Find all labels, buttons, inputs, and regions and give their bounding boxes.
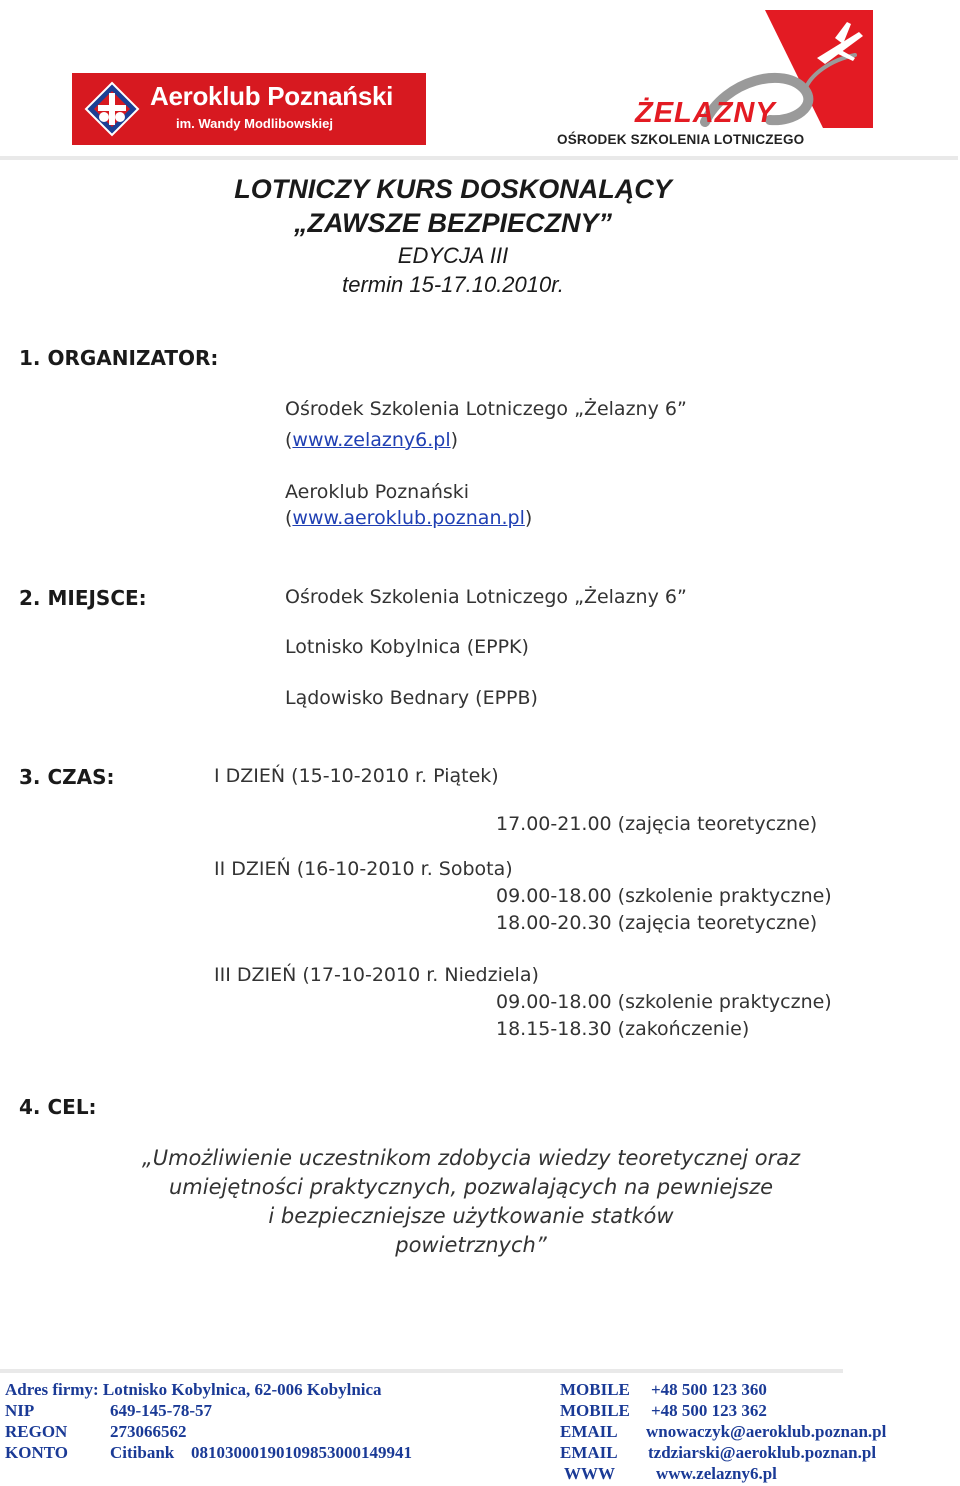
footer-regon-label: REGON: [5, 1422, 68, 1441]
day-3-label: III DZIEŃ (17-10-2010 r. Niedziela): [214, 964, 539, 986]
footer-account-number: 08103000190109853000149941: [191, 1443, 412, 1462]
aeroklub-logo-name: Aeroklub Poznański: [150, 81, 394, 111]
day-2-session: 18.00-20.30 (zajęcia teoretyczne): [496, 912, 818, 934]
footer-konto-label: KONTO: [5, 1443, 68, 1462]
footer-divider: [0, 1369, 843, 1373]
footer-email-label: EMAIL: [560, 1443, 618, 1462]
place-line: Lądowisko Bednary (EPPB): [285, 687, 538, 709]
aeroklub-poznanski-logo: [72, 73, 426, 145]
day-3-session: 18.15-18.30 (zakończenie): [496, 1018, 750, 1040]
aeroklub-logo-subtitle: im. Wandy Modlibowskiej: [176, 116, 333, 131]
footer-bank: Citibank: [110, 1443, 175, 1462]
footer-regon: 273066562: [110, 1422, 187, 1441]
footer-nip-label: NIP: [5, 1401, 35, 1420]
course-title: LOTNICZY KURS DOSKONALĄCY: [234, 174, 672, 204]
goal-text-line: i bezpieczniejsze użytkowanie statków: [268, 1204, 674, 1228]
day-1-label: I DZIEŃ (15-10-2010 r. Piątek): [214, 765, 499, 787]
day-2-label: II DZIEŃ (16-10-2010 r. Sobota): [214, 858, 513, 880]
day-2-session: 09.00-18.00 (szkolenie praktyczne): [496, 885, 832, 907]
organizer-2-name: Aeroklub Poznański: [285, 481, 470, 503]
zelazny-website-link[interactable]: www.zelazny6.pl: [292, 429, 451, 451]
zelazny-tagline: OŚRODEK SZKOLENIA LOTNICZEGO: [557, 132, 805, 147]
footer-email-label: EMAIL: [560, 1422, 618, 1441]
footer-email-2[interactable]: tzdziarski@aeroklub.poznan.pl: [648, 1443, 877, 1462]
aeroklub-badge-icon: [84, 81, 140, 137]
zelazny-logo: [555, 10, 873, 150]
day-3-session: 09.00-18.00 (szkolenie praktyczne): [496, 991, 832, 1013]
organizer-1-link-line: (www.zelazny6.pl): [285, 429, 459, 451]
footer-mobile-label: MOBILE: [560, 1401, 630, 1420]
header-divider: [0, 156, 958, 160]
footer-email-1[interactable]: wnowaczyk@aeroklub.poznan.pl: [646, 1422, 887, 1441]
goal-text-line: powietrznych”: [395, 1233, 547, 1257]
aeroklub-website-link[interactable]: www.aeroklub.poznan.pl: [292, 507, 525, 529]
place-line: Ośrodek Szkolenia Lotniczego „Żelazny 6”: [285, 586, 687, 608]
organizer-1-name: Ośrodek Szkolenia Lotniczego „Żelazny 6”: [285, 398, 687, 420]
organizer-heading: 1. ORGANIZATOR:: [19, 346, 219, 370]
footer-mobile-1: +48 500 123 360: [651, 1380, 767, 1399]
course-motto: „ZAWSZE BEZPIECZNY”: [293, 208, 612, 238]
course-term: termin 15-17.10.2010r.: [342, 272, 564, 297]
goal-text-line: „Umożliwienie uczestnikom zdobycia wiedzy teoretycznej oraz: [141, 1146, 801, 1170]
goal-text-line: umiejętności praktycznych, pozwalających na pewniejsze: [168, 1175, 774, 1199]
organizer-2-link-line: (www.aeroklub.poznan.pl): [285, 507, 533, 529]
footer-www-label: WWW: [564, 1464, 615, 1483]
place-line: Lotnisko Kobylnica (EPPK): [285, 636, 529, 658]
footer-www[interactable]: www.zelazny6.pl: [656, 1464, 777, 1483]
course-edition: EDYCJA III: [397, 243, 509, 268]
footer-address: Adres firmy: Lotnisko Kobylnica, 62-006 Kobylnica: [5, 1380, 382, 1399]
footer-nip: 649-145-78-57: [110, 1401, 212, 1420]
zelazny-brand: ŻELAZNY: [635, 97, 776, 129]
goal-heading: 4. CEL:: [19, 1095, 97, 1119]
footer-mobile-label: MOBILE: [560, 1380, 630, 1399]
day-1-session: 17.00-21.00 (zajęcia teoretyczne): [496, 813, 818, 835]
time-heading: 3. CZAS:: [19, 765, 115, 789]
place-heading: 2. MIEJSCE:: [19, 586, 147, 610]
footer-mobile-2: +48 500 123 362: [651, 1401, 767, 1420]
